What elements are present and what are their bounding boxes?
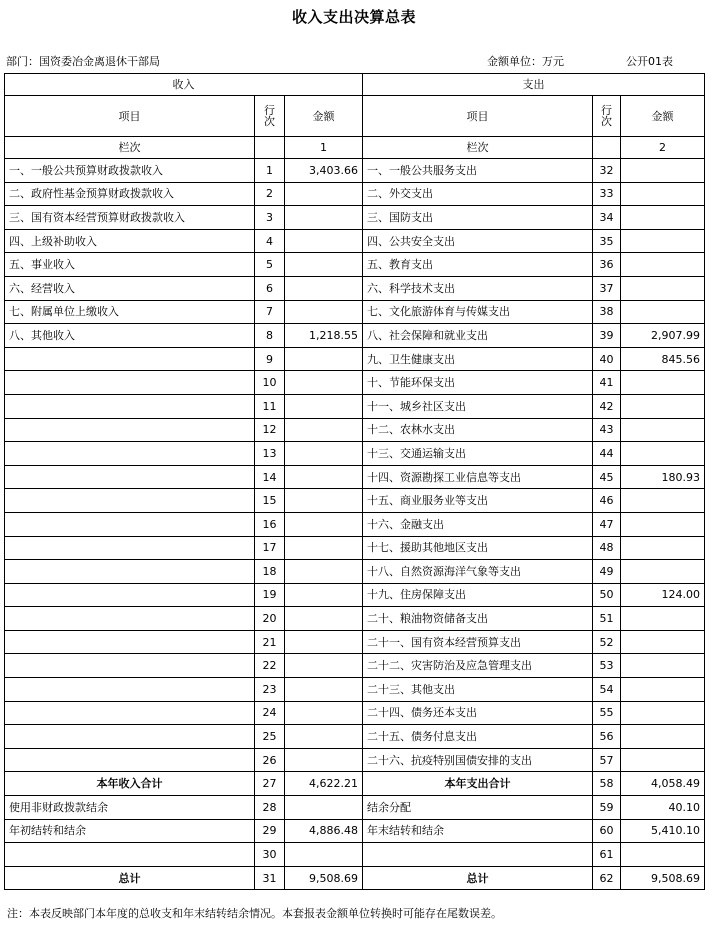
- income-row-no-cell: 29: [255, 819, 285, 843]
- income-row-no-header-text: 行次: [264, 104, 275, 128]
- income-item-cell: 六、经营收入: [5, 276, 255, 300]
- income-amount-cell: 4,622.21: [285, 772, 363, 796]
- income-item-cell: [5, 347, 255, 371]
- expense-item-cell: 四、公共安全支出: [363, 229, 593, 253]
- expense-amount-cell: [621, 300, 705, 324]
- expense-amount-header: 金额: [621, 96, 705, 137]
- expense-item-cell: 二十四、债务还本支出: [363, 701, 593, 725]
- income-amount-cell: [285, 701, 363, 725]
- table-row: [5, 442, 705, 466]
- expense-column-label: 栏次: [363, 137, 593, 159]
- income-amount-cell: 9,508.69: [285, 866, 363, 890]
- expense-item-cell: 十八、自然资源海洋气象等支出: [363, 560, 593, 584]
- table-row: [5, 796, 705, 820]
- income-item-cell: [5, 678, 255, 702]
- income-amount-cell: [285, 276, 363, 300]
- expense-item-cell: 十三、交通运输支出: [363, 442, 593, 466]
- income-row-no-cell: 31: [255, 866, 285, 890]
- income-expense-table: [4, 73, 705, 890]
- expense-item-cell: 十、节能环保支出: [363, 371, 593, 395]
- expense-row-no-cell: 34: [593, 206, 621, 230]
- table-row: [5, 276, 705, 300]
- income-row-no-cell: 23: [255, 678, 285, 702]
- expense-item-cell: 十六、金融支出: [363, 512, 593, 536]
- expense-item-cell: 二十六、抗疫特别国债安排的支出: [363, 748, 593, 772]
- income-item-cell: 五、事业收入: [5, 253, 255, 277]
- expense-row-no-cell: 51: [593, 607, 621, 631]
- income-amount-cell: [285, 512, 363, 536]
- income-amount-cell: [285, 394, 363, 418]
- income-item-header: 项目: [5, 96, 255, 137]
- income-amount-cell: [285, 583, 363, 607]
- table-row: [5, 701, 705, 725]
- income-item-cell: 八、其他收入: [5, 324, 255, 348]
- expense-row-no-cell: 43: [593, 418, 621, 442]
- income-row-no-cell: 4: [255, 229, 285, 253]
- income-row-no-cell: 6: [255, 276, 285, 300]
- income-row-no-cell: 25: [255, 725, 285, 749]
- expense-column-number: 2: [621, 137, 705, 159]
- expense-amount-cell: 124.00: [621, 583, 705, 607]
- income-row-no-cell: 10: [255, 371, 285, 395]
- table-row: [5, 630, 705, 654]
- expense-item-cell: 二十、粮油物资储备支出: [363, 607, 593, 631]
- income-item-cell: 使用非财政拨款结余: [5, 796, 255, 820]
- expense-amount-cell: [621, 607, 705, 631]
- income-row-no-cell: 3: [255, 206, 285, 230]
- income-item-cell: [5, 725, 255, 749]
- income-item-cell: 三、国有资本经营预算财政拨款收入: [5, 206, 255, 230]
- income-item-cell: 二、政府性基金预算财政拨款收入: [5, 182, 255, 206]
- table-row: [5, 607, 705, 631]
- table-row: [5, 512, 705, 536]
- expense-item-cell: 二十一、国有资本经营预算支出: [363, 630, 593, 654]
- department-label: 部门：国资委冶金离退休干部局: [6, 55, 160, 68]
- income-amount-cell: [285, 300, 363, 324]
- expense-row-no-cell: 57: [593, 748, 621, 772]
- income-row-no-cell: 18: [255, 560, 285, 584]
- expense-amount-cell: 5,410.10: [621, 819, 705, 843]
- income-row-no-cell: 28: [255, 796, 285, 820]
- expense-row-no-cell: 50: [593, 583, 621, 607]
- income-item-cell: 年初结转和结余: [5, 819, 255, 843]
- income-row-no-header: [255, 96, 285, 137]
- expense-item-cell: 十一、城乡社区支出: [363, 394, 593, 418]
- income-row-no-cell: 11: [255, 394, 285, 418]
- expense-item-cell: 八、社会保障和就业支出: [363, 324, 593, 348]
- expense-amount-cell: [621, 394, 705, 418]
- expense-item-cell: 年末结转和结余: [363, 819, 593, 843]
- table-row: [5, 394, 705, 418]
- income-amount-cell: [285, 678, 363, 702]
- expense-amount-cell: [621, 536, 705, 560]
- expense-row-no-cell: 54: [593, 678, 621, 702]
- expense-row-no-cell: 33: [593, 182, 621, 206]
- table-row: [5, 725, 705, 749]
- income-item-cell: 总计: [5, 866, 255, 890]
- table-row: [5, 819, 705, 843]
- income-amount-cell: [285, 536, 363, 560]
- table-row: [5, 748, 705, 772]
- income-item-cell: 四、上级补助收入: [5, 229, 255, 253]
- expense-row-no-cell: 44: [593, 442, 621, 466]
- income-amount-cell: 4,886.48: [285, 819, 363, 843]
- expense-amount-cell: [621, 678, 705, 702]
- expense-row-no-cell: 49: [593, 560, 621, 584]
- income-item-cell: [5, 394, 255, 418]
- expense-row-no-cell: 52: [593, 630, 621, 654]
- expense-amount-cell: [621, 442, 705, 466]
- table-row: [5, 418, 705, 442]
- expense-item-cell: 十七、援助其他地区支出: [363, 536, 593, 560]
- table-row: [5, 253, 705, 277]
- income-section-header: 收入: [5, 74, 363, 96]
- expense-section-header: 支出: [363, 74, 705, 96]
- expense-item-cell: 结余分配: [363, 796, 593, 820]
- table-row: [5, 465, 705, 489]
- expense-row-no-cell: 42: [593, 394, 621, 418]
- income-amount-cell: [285, 371, 363, 395]
- expense-item-cell: 二、外交支出: [363, 182, 593, 206]
- expense-row-no-cell: 58: [593, 772, 621, 796]
- income-column-label: 栏次: [5, 137, 255, 159]
- table-row: [5, 300, 705, 324]
- expense-column-blank: [593, 137, 621, 159]
- table-code-label: 公开01表: [626, 55, 673, 68]
- report-title: 收入支出决算总表: [291, 8, 416, 26]
- expense-item-cell: 十五、商业服务业等支出: [363, 489, 593, 513]
- income-column-blank: [255, 137, 285, 159]
- income-amount-cell: [285, 654, 363, 678]
- income-item-cell: 本年收入合计: [5, 772, 255, 796]
- expense-amount-cell: [621, 630, 705, 654]
- table-row: [5, 159, 705, 183]
- income-row-no-cell: 13: [255, 442, 285, 466]
- table-row: [5, 206, 705, 230]
- table-row: [5, 182, 705, 206]
- income-item-cell: [5, 489, 255, 513]
- income-item-cell: [5, 418, 255, 442]
- income-amount-cell: [285, 465, 363, 489]
- footnote: 注：本表反映部门本年度的总收支和年末结转结余情况。本套报表金额单位转换时可能存在尾数误差。: [7, 907, 502, 920]
- table-row: [5, 371, 705, 395]
- expense-amount-cell: [621, 560, 705, 584]
- expense-amount-cell: 9,508.69: [621, 866, 705, 890]
- income-amount-cell: [285, 607, 363, 631]
- income-amount-cell: [285, 725, 363, 749]
- income-row-no-cell: 14: [255, 465, 285, 489]
- expense-amount-cell: [621, 206, 705, 230]
- expense-row-no-header: [593, 96, 621, 137]
- expense-amount-cell: [621, 371, 705, 395]
- table-row: [5, 772, 705, 796]
- income-item-cell: [5, 583, 255, 607]
- income-item-cell: [5, 512, 255, 536]
- income-row-no-cell: 22: [255, 654, 285, 678]
- income-item-cell: [5, 560, 255, 584]
- expense-item-cell: 一、一般公共服务支出: [363, 159, 593, 183]
- expense-row-no-cell: 62: [593, 866, 621, 890]
- expense-item-header: 项目: [363, 96, 593, 137]
- expense-row-no-cell: 61: [593, 843, 621, 867]
- income-item-cell: [5, 536, 255, 560]
- expense-amount-cell: [621, 748, 705, 772]
- income-amount-cell: [285, 206, 363, 230]
- expense-row-no-cell: 56: [593, 725, 621, 749]
- income-amount-cell: [285, 630, 363, 654]
- income-item-cell: 七、附属单位上缴收入: [5, 300, 255, 324]
- table-row: [5, 536, 705, 560]
- expense-row-no-cell: 39: [593, 324, 621, 348]
- table-row: [5, 560, 705, 584]
- income-row-no-cell: 30: [255, 843, 285, 867]
- income-item-cell: [5, 748, 255, 772]
- income-amount-cell: [285, 796, 363, 820]
- expense-item-cell: 十二、农林水支出: [363, 418, 593, 442]
- income-row-no-cell: 19: [255, 583, 285, 607]
- section-header-row: [5, 74, 705, 96]
- income-row-no-cell: 2: [255, 182, 285, 206]
- expense-amount-cell: [621, 701, 705, 725]
- income-item-cell: [5, 654, 255, 678]
- expense-item-cell: 二十三、其他支出: [363, 678, 593, 702]
- table-row: [5, 324, 705, 348]
- income-amount-cell: [285, 253, 363, 277]
- income-row-no-cell: 8: [255, 324, 285, 348]
- income-row-no-cell: 1: [255, 159, 285, 183]
- expense-row-no-cell: 35: [593, 229, 621, 253]
- income-amount-cell: [285, 182, 363, 206]
- expense-amount-cell: [621, 843, 705, 867]
- income-item-cell: [5, 371, 255, 395]
- expense-amount-cell: 180.93: [621, 465, 705, 489]
- income-item-cell: [5, 630, 255, 654]
- income-row-no-cell: 7: [255, 300, 285, 324]
- income-row-no-cell: 21: [255, 630, 285, 654]
- expense-amount-cell: [621, 159, 705, 183]
- table-row: [5, 843, 705, 867]
- income-item-cell: [5, 465, 255, 489]
- expense-amount-cell: [621, 182, 705, 206]
- expense-amount-cell: 2,907.99: [621, 324, 705, 348]
- income-row-no-cell: 20: [255, 607, 285, 631]
- income-row-no-cell: 5: [255, 253, 285, 277]
- expense-item-cell: 九、卫生健康支出: [363, 347, 593, 371]
- column-number-row: [5, 137, 705, 159]
- income-amount-cell: [285, 560, 363, 584]
- income-amount-cell: 3,403.66: [285, 159, 363, 183]
- expense-amount-cell: [621, 276, 705, 300]
- income-item-cell: [5, 843, 255, 867]
- income-row-no-cell: 27: [255, 772, 285, 796]
- expense-amount-cell: 4,058.49: [621, 772, 705, 796]
- income-row-no-cell: 9: [255, 347, 285, 371]
- column-header-row: [5, 96, 705, 137]
- amount-unit-label: 金额单位：万元: [487, 55, 564, 68]
- expense-item-cell: [363, 843, 593, 867]
- table-row: [5, 229, 705, 253]
- expense-item-cell: 二十五、债务付息支出: [363, 725, 593, 749]
- income-item-cell: [5, 701, 255, 725]
- table-row: [5, 654, 705, 678]
- expense-amount-cell: [621, 229, 705, 253]
- table-row: [5, 489, 705, 513]
- expense-amount-cell: [621, 725, 705, 749]
- income-row-no-cell: 24: [255, 701, 285, 725]
- income-amount-cell: [285, 347, 363, 371]
- expense-item-cell: 总计: [363, 866, 593, 890]
- income-item-cell: [5, 607, 255, 631]
- income-amount-cell: [285, 229, 363, 253]
- income-row-no-cell: 12: [255, 418, 285, 442]
- table-row: [5, 583, 705, 607]
- expense-amount-cell: [621, 489, 705, 513]
- income-amount-cell: [285, 843, 363, 867]
- expense-item-cell: 五、教育支出: [363, 253, 593, 277]
- expense-item-cell: 十四、资源勘探工业信息等支出: [363, 465, 593, 489]
- income-row-no-cell: 26: [255, 748, 285, 772]
- expense-item-cell: 十九、住房保障支出: [363, 583, 593, 607]
- expense-row-no-cell: 47: [593, 512, 621, 536]
- expense-row-no-cell: 53: [593, 654, 621, 678]
- table-row: [5, 866, 705, 890]
- expense-row-no-cell: 40: [593, 347, 621, 371]
- expense-item-cell: 二十二、灾害防治及应急管理支出: [363, 654, 593, 678]
- income-amount-cell: [285, 418, 363, 442]
- income-amount-cell: 1,218.55: [285, 324, 363, 348]
- expense-amount-cell: [621, 512, 705, 536]
- expense-item-cell: 本年支出合计: [363, 772, 593, 796]
- expense-amount-cell: [621, 654, 705, 678]
- income-row-no-cell: 16: [255, 512, 285, 536]
- expense-row-no-cell: 60: [593, 819, 621, 843]
- expense-item-cell: 七、文化旅游体育与传媒支出: [363, 300, 593, 324]
- expense-row-no-cell: 36: [593, 253, 621, 277]
- expense-amount-cell: [621, 253, 705, 277]
- expense-row-no-cell: 41: [593, 371, 621, 395]
- income-item-cell: 一、一般公共预算财政拨款收入: [5, 159, 255, 183]
- expense-row-no-cell: 55: [593, 701, 621, 725]
- income-amount-cell: [285, 489, 363, 513]
- expense-row-no-header-text: 行次: [601, 104, 613, 128]
- expense-row-no-cell: 38: [593, 300, 621, 324]
- table-row: [5, 678, 705, 702]
- expense-row-no-cell: 48: [593, 536, 621, 560]
- income-row-no-cell: 17: [255, 536, 285, 560]
- expense-row-no-cell: 59: [593, 796, 621, 820]
- expense-row-no-cell: 45: [593, 465, 621, 489]
- expense-amount-cell: [621, 418, 705, 442]
- income-column-number: 1: [285, 137, 363, 159]
- table-row: [5, 347, 705, 371]
- income-amount-cell: [285, 748, 363, 772]
- expense-item-cell: 三、国防支出: [363, 206, 593, 230]
- income-row-no-cell: 15: [255, 489, 285, 513]
- income-amount-header: 金额: [285, 96, 363, 137]
- expense-row-no-cell: 32: [593, 159, 621, 183]
- expense-row-no-cell: 37: [593, 276, 621, 300]
- expense-amount-cell: 845.56: [621, 347, 705, 371]
- income-amount-cell: [285, 442, 363, 466]
- expense-item-cell: 六、科学技术支出: [363, 276, 593, 300]
- expense-row-no-cell: 46: [593, 489, 621, 513]
- expense-amount-cell: 40.10: [621, 796, 705, 820]
- income-item-cell: [5, 442, 255, 466]
